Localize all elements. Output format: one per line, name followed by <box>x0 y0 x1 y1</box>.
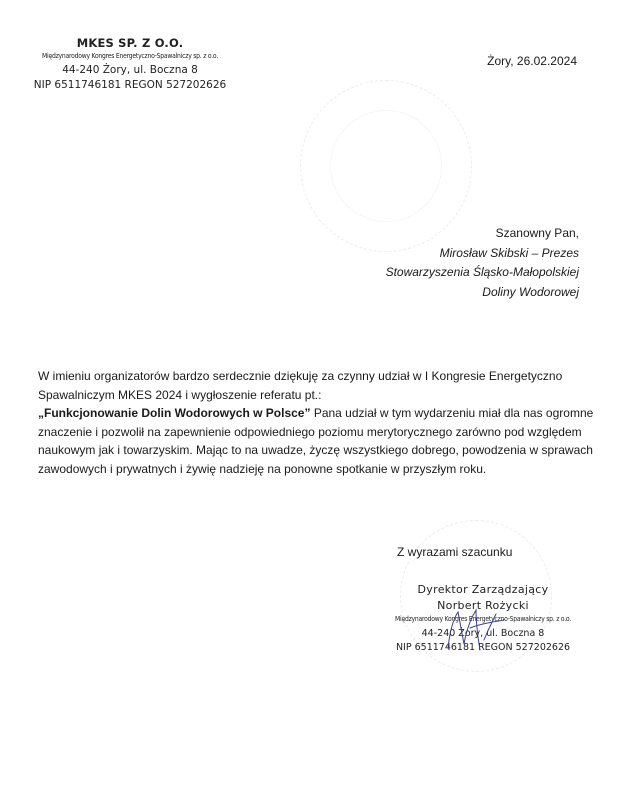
stamp-address: 44-240 Żory, ul. Boczna 8 <box>62 64 198 76</box>
stamp-ids: NIP 6511746181 REGON 527202626 <box>33 79 227 91</box>
recipient-block <box>386 224 579 302</box>
watermark-seal-inner <box>330 110 442 222</box>
company-stamp <box>30 36 230 93</box>
body-rest: Pana udział w tym wydarzeniu miał dla nas ogromne znaczenie i pozwolił na zapewnienie odpowiedniego poziomu merytorycznego zarówno pod względem naukowym jak i towarzyskim. Mając to na uwadze, życzę wszystkiego dobrego, powodzenia w sprawach zawodowych i prywatnych i żywię nadzieję na ponowne spotkanie w przyszłym roku. <box>38 406 594 476</box>
letter-body <box>38 367 598 478</box>
signature-company-full-name: Międzynarodowy Kongres Energetyczno-Spawalniczy sp. z o.o. <box>394 615 572 623</box>
recipient-line-3: Doliny Wodorowej <box>482 284 579 299</box>
talk-title: „Funkcjonowanie Dolin Wodorowych w Polsce” <box>38 406 311 420</box>
salutation: Szanowny Pan, <box>495 226 579 240</box>
signature-ids: NIP 6511746181 REGON 527202626 <box>395 642 571 653</box>
closing-phrase: Z wyrazami szacunku <box>397 545 513 559</box>
place-date: Żory, 26.02.2024 <box>487 54 577 68</box>
body-intro: W imieniu organizatorów bardzo serdecznie dziękuję za czynny udział w I Kongresie Energetyczno Spawalniczym MKES 2024 i wygłoszenie referatu pt.: <box>38 369 563 402</box>
recipient-line-1: Mirosław Skibski – Prezes <box>439 245 579 260</box>
signatory-role: Dyrektor Zarządzający <box>417 583 549 596</box>
recipient-line-2: Stowarzyszenia Śląsko-Małopolskiej <box>385 265 579 279</box>
stamp-company-full-name: Międzynarodowy Kongres Energetyczno-Spawalniczy sp. z o.o. <box>41 52 219 60</box>
signatory-name: Norbert Rożycki <box>437 599 529 612</box>
signature-address: 44-240 Żory, ul. Boczna 8 <box>421 628 545 639</box>
stamp-company-name: MKES SP. Z O.O. <box>76 36 184 50</box>
signature-stamp <box>378 582 588 655</box>
